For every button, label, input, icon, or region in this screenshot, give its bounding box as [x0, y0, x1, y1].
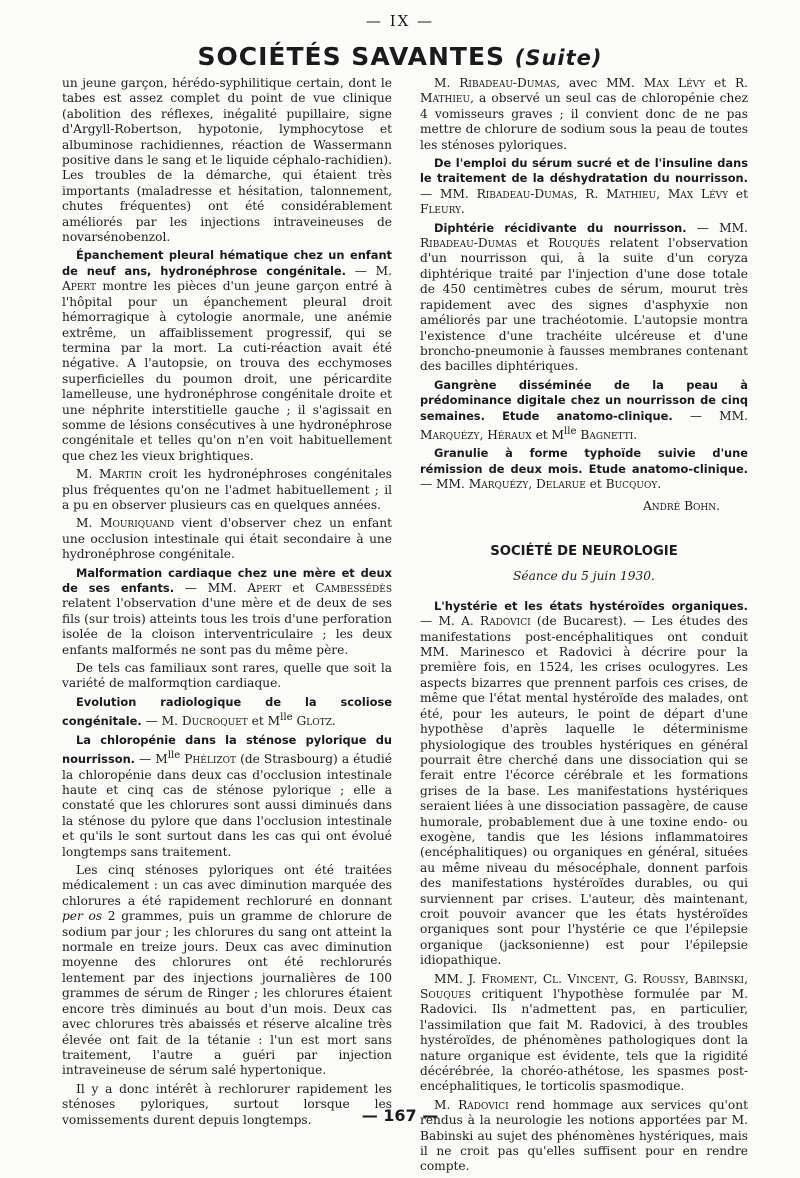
article-title: Granulie à forme typhoïde suivie d'une rémission de deux mois. Etude anatomo-clinique. [420, 446, 748, 476]
paragraph: De l'emploi du sérum sucré et de l'insuline dans le traitement de la déshydratation du nourrisson. — MM. Ribadeau-Dumas, R. Mathieu, Max Lévy et Fleury. [420, 156, 748, 217]
author-name: Marquézy, Héraux [420, 428, 532, 442]
paragraph: M. Radovici rend hommage aux services qu'ont rendus à la neurologie les notions apportées par M. Babinski au sujet des phénomènes hystériques, mais il ne croit pas qu'elles suffisent pour en rendre compte. [420, 1097, 748, 1174]
paragraph: M. Mouriquand vient d'observer chez un enfant une occlusion intestinale qui était secondaire à une hydronéphrose congénitale. [62, 516, 392, 562]
author-name: Max Lévy [643, 76, 706, 90]
paragraph: Gangrène disséminée de la peau à prédominance digitale chez un nourrisson de cinq semaines. Etude anatomo-clinique. — MM. Marquézy, Héraux et $M^{lle}$ Bagnetti. [420, 377, 748, 442]
paragraph: La chloropénie dans la sténose pylorique du nourrisson. — $M^{lle}$ Phélizot (de Strasbourg) a étudié la chloropénie dans deux cas d'occlusion intestinale haute et cinq cas de sténose pylorique ; elle a constaté que les chlorures sont aussi diminués dans la sténose du pylore que dans l'occlusion intestinale et qu'ils le sont surtout dans les cas qui ont évolué longtemps sans traitement. [62, 732, 392, 859]
author-name: Rouquès [548, 236, 601, 251]
author-name: Apert [247, 581, 282, 595]
title-suite: (Suite) [514, 46, 603, 70]
paragraph: M. Martin croit les hydronéphroses congénitales plus fréquentes qu'on ne l'admet habituellement ; il a pu en observer plusieurs cas en quelques années. [62, 467, 393, 512]
article-title: La chloropénie dans la sténose pylorique du nourrisson. [62, 732, 392, 767]
paragraph: un jeune garçon, hérédo-syphilitique certain, dont le tabes est assez complet du point de vue clinique (abolition des réflexes, inégalité pupillaire, signe d'Argyll-Robertson, hypotonie, lymphocytose et albuminose rachidiennes, réaction de Wassermann positive dans le sang et le liquide céphalo-rachidien). Les troubles de la démarche, qui étaient très importants (maladresse et hésitation, talonnement, chutes fréquentes) ont été considérablement améliorés par les injections intraveineuses de novarsénobenzol. [62, 76, 392, 245]
author-name: Ducroquet [181, 714, 248, 729]
paragraph: MM. J. Froment, Cl. Vincent, G. Roussy, Babinski, Souques critiquent l'hypothèse formulée par M. Radovici. Ils n'admettent pas, en particulier, l'assimilation que fait M. Radovici, à des troubles hystéroïdes, de phénomènes pathologiques dont la nature organique est évidente, tels que la rigidité décérébrée, la choréo-athétose, les spasmes post-encéphalitiques, le torticolis spasmodique. [420, 971, 748, 1094]
paragraph: Granulie à forme typhoïde suivie d'une rémission de deux mois. Etude anatomo-clinique. — MM. Marquézy, Delarue et Bucquoy. [420, 446, 748, 492]
paragraph: Evolution radiologique de la scoliose congénitale. — M. Ducroquet et $M^{lle}$ Glotz. [62, 694, 392, 729]
page-number-roman: — IX — [365, 12, 435, 30]
author-name: J. Froment, Cl. Vincent, G. Roussy, Babinski, Souques [420, 971, 748, 1001]
author-name: Ribadeau-Dumas, R. Mathieu, Max Lévy [476, 186, 729, 201]
author-name: Apert [62, 279, 97, 294]
article-title: L'hystérie et les états hystéroïdes organiques. [434, 598, 748, 613]
author-name: Marquézy, Delarue [468, 477, 586, 492]
article-title: Evolution radiologique de la scoliose congénitale. [62, 694, 392, 729]
author-name: Mouriquand [99, 516, 175, 531]
article-title: Malformation cardiaque chez une mère et deux de ses enfants. [62, 565, 392, 595]
article-title: Épanchement pleural hématique chez un enfant de neuf ans, hydronéphrose congénitale. [62, 248, 392, 278]
section-title: SOCIÉTÉ DE NEUROLOGIE [490, 544, 678, 560]
author-name: Cambessédès [315, 581, 392, 595]
article-title: De l'emploi du sérum sucré et de l'insuline dans le traitement de la déshydratation du nourrisson. [420, 156, 748, 186]
paragraph: Malformation cardiaque chez une mère et deux de ses enfants. — MM. Apert et Cambessédès relatent l'observation d'une mère et de deux de ses fils (sur trois) atteints tous les trois d'une perforation isolée de la cloison interventriculaire ; les deux enfants malformés ne sont pas du même père. [62, 565, 392, 657]
paragraph: De tels cas familiaux sont rares, quelle que soit la variété de malformqtion cardiaque. [62, 661, 392, 691]
paragraph: L'hystérie et les états hystéroïdes organiques. — M. A. Radovici (de Bucarest). — Les études des manifestations post-encéphalitiques ont conduit MM. Marinesco et Radovici à décrire pour la première fois, en 1524, les crises oculogyres. Les aspects bizarres que prennent parfois ces crises, de même que l'état mental hystéroïde des malades, ont été, pour les auteurs, le point de départ d'une hypothèse d'après laquelle le déterminisme physiologique des troubles hystériques en général pourrait être cherché dans une dissociation qui se ferait entre l'écorce cérébrale et les formations grises de la base. Les manifestations hystériques seraient liées à une dissociation passagère, de cause humorale, probablement due à une toxine endo- ou exogène, tandis que les lésions inflammatoires (encéphalitiques) ou organiques en général, situées au même niveau du mésocéphale, donnent parfois des manifestations hystéroïdes durables, ou qui surviennent par crises. L'auteur, dès maintenant, croit pouvoir avancer que les états hystéroïdes organiques sont pour l'hystérie ce que l'épilepsie organique (jacksonienne) est pour l'épilepsie idiopathique. [420, 598, 748, 968]
page-number: — 167 — [361, 1106, 439, 1125]
author-name: Fleury [420, 202, 462, 217]
left-column [62, 76, 392, 1131]
title-main: SOCIÉTÉS SAVANTES [197, 42, 506, 71]
article-title: Gangrène disséminée de la peau à prédominance digitale chez un nourrisson de cinq semaines. Etude anatomo-clinique. [420, 377, 748, 423]
paragraph: Il y a donc intérêt à rechlorurer rapidement les sténoses pyloriques, surtout lorsque les vomissements durent depuis longtemps. [62, 1081, 392, 1127]
paragraph: Diphtérie récidivante du nourrisson. — MM. Ribadeau-Dumas et Rouquès relatent l'observation d'un nourrisson qui, à la suite d'un coryza diphtérique traité par l'injection d'une dose totale de 450 centimètres cubes de sérum, mourut très rapidement avec des signes d'asphyxie non améliorés par une trachéotomie. L'autopsie montra l'existence d'une trachéite ulcéreuse et d'une broncho-pneumonie à fausses membranes contenant des bacilles diphtériques. [420, 220, 748, 374]
paragraph: M. Ribadeau-Dumas, avec MM. Max Lévy et R. Mathieu, a observé un seul cas de chloropénie chez 4 vomisseurs graves ; il convient donc de ne pas mettre de chlorure de sodium sous la peau de toutes les sténoses pyloriques. [420, 76, 748, 152]
author-name: Martin [98, 467, 142, 482]
author-name: Bucquoy [605, 477, 658, 492]
author-name: Ribadeau-Dumas [459, 76, 557, 90]
page-title [0, 42, 800, 71]
seance-date: Séance du 5 juin 1930. [513, 569, 655, 584]
paragraph: Les cinq sténoses pyloriques ont été traitées médicalement : un cas avec diminution marquée des chlorures a été rapidement rechloruré en donnant per os 2 grammes, puis un gramme de chlorure de sodium par jour ; les chlorures du sang ont atteint la normale en treize jours. Deux cas avec diminution moyenne des chlorures ont été rechlorurés lentement par des injections journalières de 100 grammes de sérum de Ringer ; les chlorures étaient encore très diminués au bout d'un mois. Deux cas avec chlorures très abaissés et réserve alcaline très élevée ont fait de la tétanie : l'un est mort sans traitement, l'autre a guéri par injection intraveineuse de sérum salé hypertonique. [62, 863, 392, 1078]
author-name: Radovici [480, 614, 531, 629]
author-name: Phélizot [180, 752, 237, 767]
right-column [420, 76, 748, 1178]
author-name: Radovici [458, 1097, 509, 1112]
paragraph: Épanchement pleural hématique chez un enfant de neuf ans, hydronéphrose congénitale. — M. Apert montre les pièces d'un jeune garçon entré à l'hôpital pour un épanchement pleural droit hémorragique à cytologie anormale, une anémie extrême, un affaiblissement progressif, qui se termina par la mort. La cuti-réaction avait été négative. A l'autopsie, on trouva des ecchymoses superficielles du poumon droit, une péricardite lamelleuse, une hydronéphrose congénitale droite et une néphrite interstitielle gauche ; il s'agissait en somme de lésions consécutives à une hydronéphrose congénitale et telles qu'on n'en voit habituellement que chez les vieux brightiques. [62, 248, 392, 463]
author-name: Glotz [292, 714, 332, 729]
author-name: Bagnetti [576, 428, 634, 442]
signature: André Bohn. [642, 498, 720, 513]
author-name: Mathieu [420, 91, 471, 106]
article-title: Diphtérie récidivante du nourrisson. [434, 220, 687, 235]
author-name: Ribadeau-Dumas [420, 236, 518, 251]
